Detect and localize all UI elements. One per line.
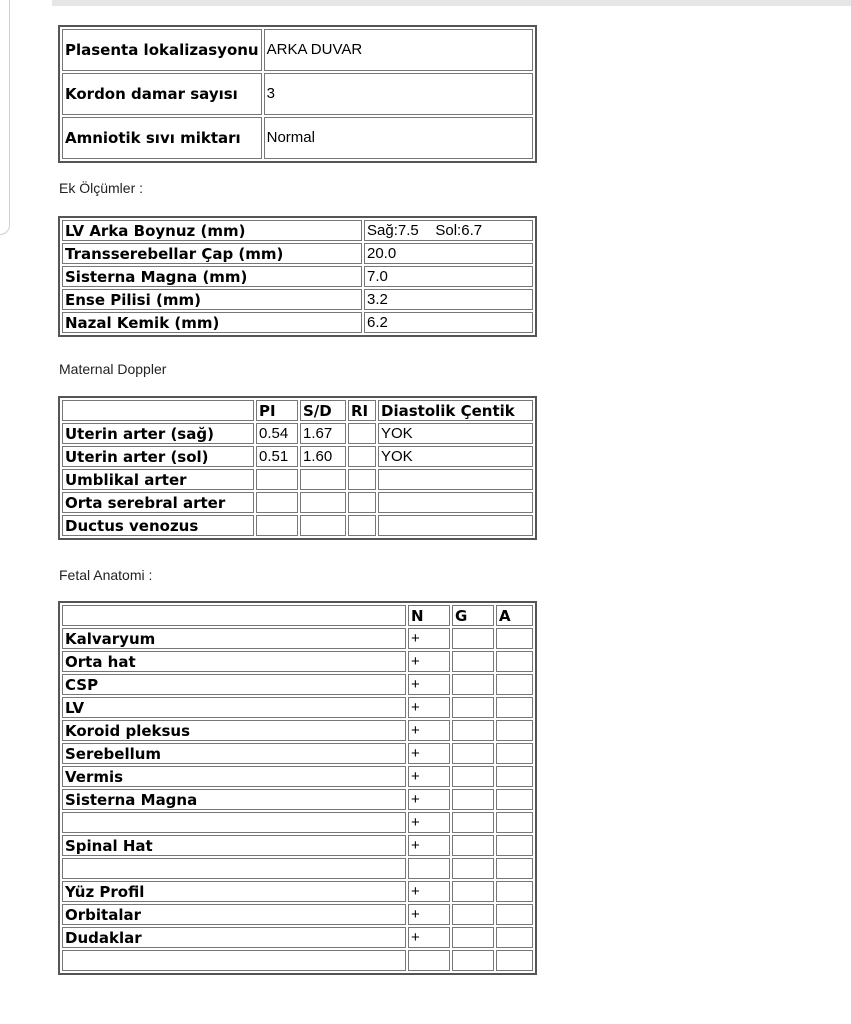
ri-value [348, 469, 376, 490]
header-pi: PI [256, 400, 298, 421]
table-row [62, 766, 533, 787]
pi-value [256, 492, 298, 513]
anatomy-label: Serebellum [62, 743, 406, 764]
table-header-row [62, 400, 533, 421]
header-cell [62, 605, 406, 626]
anatomy-label: Koroid pleksus [62, 720, 406, 741]
ek-olcumler-table [58, 216, 537, 337]
table-row [62, 789, 533, 810]
header-g: G [452, 605, 494, 626]
g-value [452, 766, 494, 787]
vessel-label: Orta serebral arter [62, 492, 254, 513]
a-value [496, 789, 533, 810]
maternal-doppler-table [58, 396, 537, 540]
anatomy-label: Sisterna Magna [62, 789, 406, 810]
anatomy-label: Orbitalar [62, 904, 406, 925]
g-value [452, 674, 494, 695]
table-row [62, 266, 533, 287]
n-value: + [408, 927, 450, 948]
placenta-location-value: ARKA DUVAR [264, 29, 533, 71]
cord-vessel-count-label: Kordon damar sayısı [62, 73, 262, 115]
anatomy-label: Yüz Profil [62, 881, 406, 902]
sd-value [300, 469, 346, 490]
pi-value [256, 515, 298, 536]
n-value: + [408, 881, 450, 902]
ri-value [348, 515, 376, 536]
amniotic-fluid-label: Amniotik sıvı miktarı [62, 117, 262, 159]
ri-value [348, 492, 376, 513]
a-value [496, 812, 533, 833]
n-value: + [408, 674, 450, 695]
table-row [62, 881, 533, 902]
g-value [452, 789, 494, 810]
pi-value: 0.51 [256, 446, 298, 467]
n-value: + [408, 720, 450, 741]
fetal-anatomi-title: Fetal Anatomi : [59, 567, 153, 583]
g-value [452, 697, 494, 718]
a-value [496, 858, 533, 879]
n-value: + [408, 789, 450, 810]
a-value [496, 674, 533, 695]
g-value [452, 628, 494, 649]
table-row [62, 927, 533, 948]
table-row [62, 950, 533, 971]
a-value [496, 743, 533, 764]
table-row [62, 29, 533, 71]
pi-value [256, 469, 298, 490]
table-row [62, 117, 533, 159]
header-ri: RI [348, 400, 376, 421]
anatomy-label: CSP [62, 674, 406, 695]
table-row [62, 73, 533, 115]
sd-value: 1.67 [300, 423, 346, 444]
header-n: N [408, 605, 450, 626]
table-row [62, 720, 533, 741]
measurement-value: 7.0 [364, 266, 533, 287]
g-value [452, 812, 494, 833]
g-value [452, 720, 494, 741]
g-value [452, 743, 494, 764]
ri-value [348, 423, 376, 444]
n-value: + [408, 904, 450, 925]
ri-value [348, 446, 376, 467]
table-row [62, 904, 533, 925]
a-value [496, 720, 533, 741]
anatomy-label: Dudaklar [62, 927, 406, 948]
notch-value: YOK [378, 446, 533, 467]
table-row [62, 674, 533, 695]
side-panel-frame [0, 0, 10, 235]
g-value [452, 881, 494, 902]
table-row [62, 858, 533, 879]
amniotic-fluid-value: Normal [264, 117, 533, 159]
table-row [62, 628, 533, 649]
anatomy-label: Kalvaryum [62, 628, 406, 649]
n-value: + [408, 628, 450, 649]
header-sd: S/D [300, 400, 346, 421]
fetal-anatomi-table [58, 601, 537, 975]
a-value [496, 904, 533, 925]
measurement-value: Sağ:7.5 Sol:6.7 [364, 220, 533, 241]
cord-vessel-count-value: 3 [264, 73, 533, 115]
table-row [62, 423, 533, 444]
placenta-location-label: Plasenta lokalizasyonu [62, 29, 262, 71]
n-value: + [408, 812, 450, 833]
pi-value: 0.54 [256, 423, 298, 444]
table-row [62, 446, 533, 467]
n-value: + [408, 766, 450, 787]
table-row [62, 492, 533, 513]
anatomy-label: Orta hat [62, 651, 406, 672]
table-row [62, 743, 533, 764]
g-value [452, 927, 494, 948]
a-value [496, 881, 533, 902]
a-value [496, 766, 533, 787]
table-row [62, 289, 533, 310]
measurement-label: Transserebellar Çap (mm) [62, 243, 362, 264]
table-row [62, 835, 533, 856]
anatomy-label [62, 812, 406, 833]
anatomy-label [62, 950, 406, 971]
table-row [62, 697, 533, 718]
table-row [62, 469, 533, 490]
g-value [452, 904, 494, 925]
measurement-label: LV Arka Boynuz (mm) [62, 220, 362, 241]
g-value [452, 858, 494, 879]
table-row [62, 515, 533, 536]
header-diastolik-centik: Diastolik Çentik [378, 400, 533, 421]
sd-value: 1.60 [300, 446, 346, 467]
n-value [408, 858, 450, 879]
a-value [496, 950, 533, 971]
g-value [452, 651, 494, 672]
sd-value [300, 492, 346, 513]
n-value: + [408, 835, 450, 856]
anatomy-label: Vermis [62, 766, 406, 787]
notch-value [378, 469, 533, 490]
g-value [452, 835, 494, 856]
a-value [496, 697, 533, 718]
top-divider [52, 0, 851, 6]
table-row [62, 812, 533, 833]
ek-olcumler-title: Ek Ölçümler : [59, 180, 144, 196]
header-a: A [496, 605, 533, 626]
a-value [496, 651, 533, 672]
vessel-label: Uterin arter (sağ) [62, 423, 254, 444]
measurement-label: Nazal Kemik (mm) [62, 312, 362, 333]
vessel-label: Ductus venozus [62, 515, 254, 536]
a-value [496, 835, 533, 856]
a-value [496, 927, 533, 948]
measurement-label: Ense Pilisi (mm) [62, 289, 362, 310]
anatomy-label: LV [62, 697, 406, 718]
table-row [62, 220, 533, 241]
measurement-value: 3.2 [364, 289, 533, 310]
anatomy-label: Spinal Hat [62, 835, 406, 856]
placenta-table [58, 25, 537, 163]
table-row [62, 312, 533, 333]
table-header-row [62, 605, 533, 626]
vessel-label: Uterin arter (sol) [62, 446, 254, 467]
table-row [62, 651, 533, 672]
maternal-doppler-title: Maternal Doppler [59, 361, 167, 377]
notch-value: YOK [378, 423, 533, 444]
measurement-label: Sisterna Magna (mm) [62, 266, 362, 287]
measurement-value: 20.0 [364, 243, 533, 264]
n-value: + [408, 743, 450, 764]
n-value: + [408, 697, 450, 718]
anatomy-label [62, 858, 406, 879]
a-value [496, 628, 533, 649]
sd-value [300, 515, 346, 536]
measurement-value: 6.2 [364, 312, 533, 333]
g-value [452, 950, 494, 971]
vessel-label: Umblikal arter [62, 469, 254, 490]
n-value: + [408, 651, 450, 672]
table-row [62, 243, 533, 264]
notch-value [378, 515, 533, 536]
n-value [408, 950, 450, 971]
header-cell [62, 400, 254, 421]
notch-value [378, 492, 533, 513]
